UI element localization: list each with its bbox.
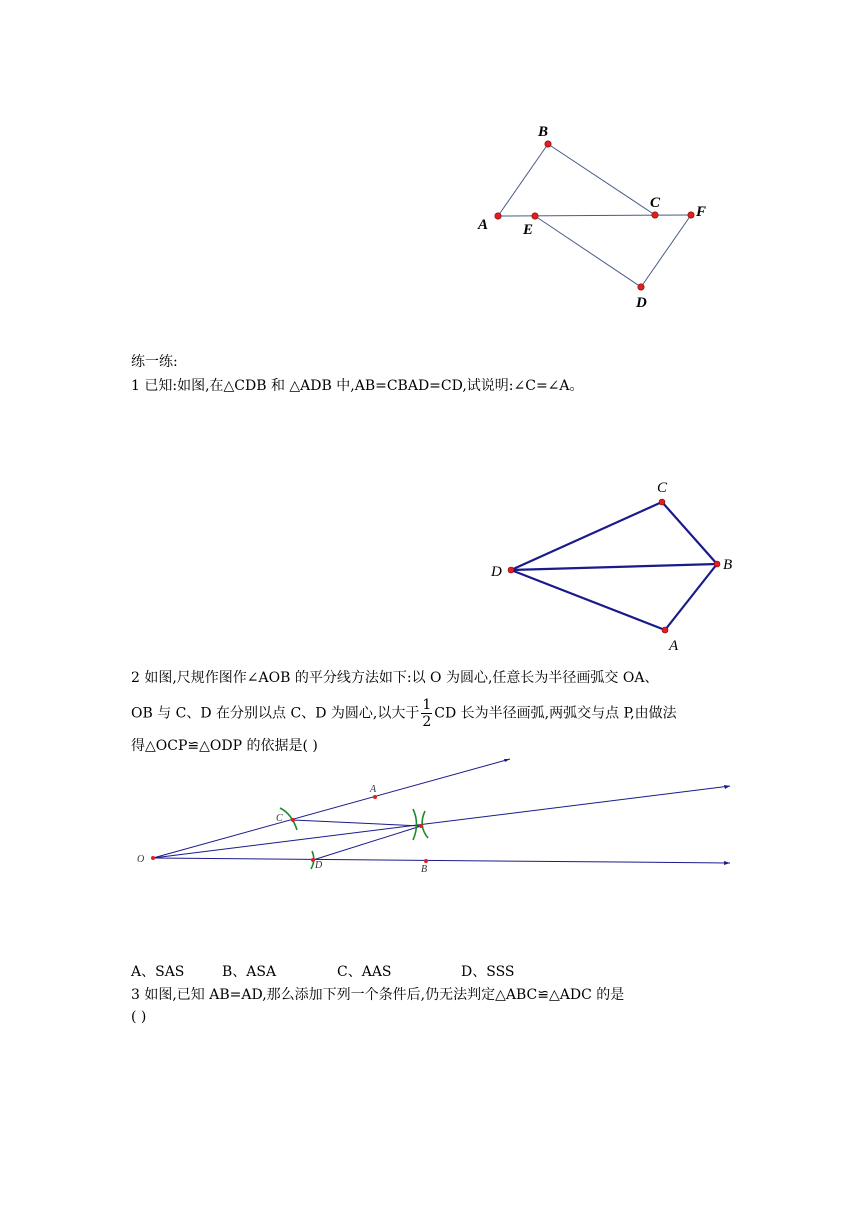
point-c — [291, 818, 295, 822]
label-c: C — [650, 195, 661, 211]
point-a — [373, 795, 377, 799]
label-d: D — [315, 860, 323, 871]
label-e: E — [523, 222, 534, 238]
label-f: F — [696, 204, 707, 220]
label-b: B — [538, 124, 549, 140]
question-1-text: 1 已知:如图,在△CDB 和 △ADB 中,AB=CBAD=CD,试说明:∠C=∠A。 — [131, 378, 584, 394]
arc-p-1 — [413, 809, 417, 840]
fraction-numerator: 1 — [422, 697, 432, 713]
label-b: B — [421, 864, 428, 875]
point-b — [424, 859, 428, 863]
question-2-line-3: 得△OCP≌△ODP 的依据是( ) — [131, 738, 318, 754]
label-b: B — [723, 557, 733, 573]
question-3-line-2: ( ) — [131, 1009, 147, 1025]
label-a: A — [478, 217, 489, 233]
ray-ob-arrow — [724, 861, 730, 865]
label-a: A — [669, 638, 679, 654]
point-p — [419, 824, 423, 828]
question-3-line-1: 3 如图,已知 AB=AD,那么添加下列一个条件后,仍无法判定△ABC≌△ADC 的是 — [131, 987, 625, 1003]
option-b: B、ASA — [222, 964, 277, 980]
point-o — [151, 856, 155, 860]
label-o: O — [137, 854, 145, 865]
section-title: 练一练: — [131, 354, 178, 370]
label-d: D — [491, 564, 502, 580]
option-d: D、SSS — [461, 964, 515, 980]
ray-oa-arrow — [504, 759, 510, 762]
option-a: A、SAS — [131, 964, 185, 980]
label-d: D — [636, 295, 647, 311]
label-c: C — [657, 480, 668, 496]
fraction-denominator: 2 — [422, 714, 432, 730]
label-c: C — [276, 813, 283, 824]
question-2-line-1: 2 如图,尺规作图作∠AOB 的平分线方法如下:以 O 为圆心,任意长为半径画弧交 OA、 — [131, 670, 659, 686]
ray-op-arrow — [724, 785, 730, 789]
question-2-line-2-pre: OB 与 C、D 在分别以点 C、D 为圆心,以大于 — [131, 705, 420, 722]
option-c: C、AAS — [337, 964, 392, 980]
label-a: A — [370, 784, 377, 795]
question-2-line-2-post: CD 长为半径画弧,两弧交与点 P,由做法 — [434, 705, 677, 722]
